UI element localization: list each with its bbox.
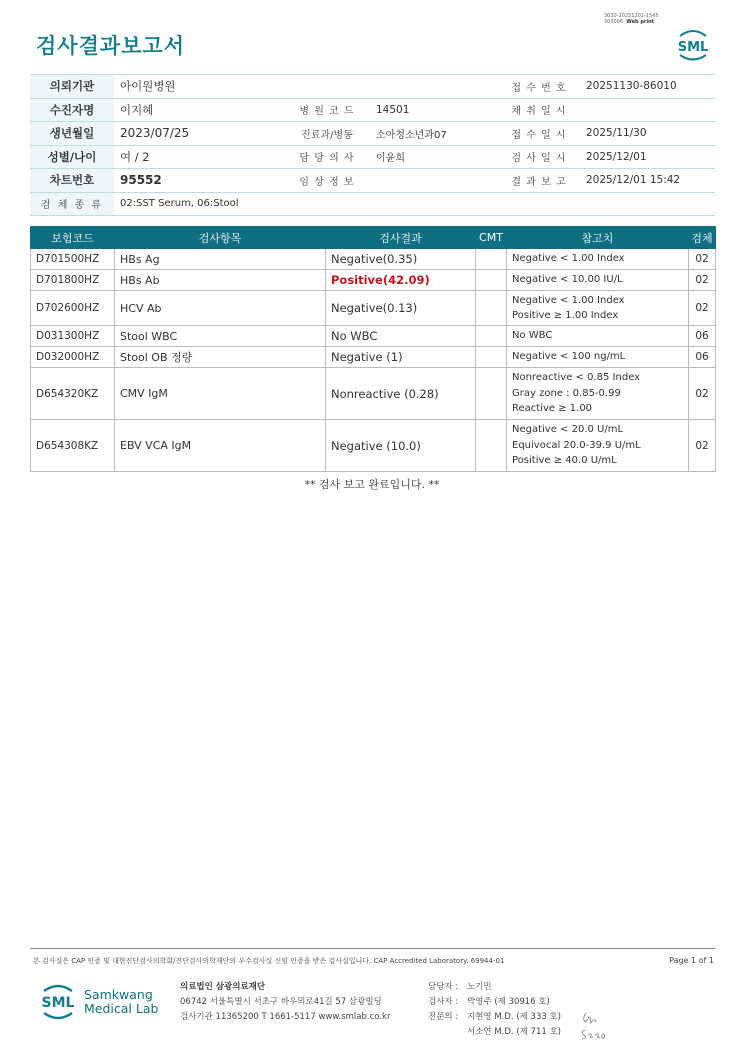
receipt-date-label: 접 수 일 시	[498, 122, 580, 146]
staff-name: 지현영 M.D. (제 333 호)	[467, 1012, 562, 1022]
cmt-cell	[476, 249, 507, 270]
staff-labels	[428, 980, 458, 1040]
org-name: 의료법인 삼광의료재단	[180, 982, 266, 992]
print-meta	[604, 13, 659, 25]
certification-note: 본 검사실은 CAP 인증 및 대한진단검사의학회/진단검사의학재단의 우수검사실 신임 인증을 받은 검사실입니다. CAP Accredited Laboratory. 69944-01	[33, 957, 505, 965]
org-contact: 검사기관 11365200 T 1661-5117 www.smlab.co.kr	[180, 1012, 391, 1022]
specimen-code: 02	[689, 291, 716, 326]
test-item: HBs Ag	[115, 249, 326, 270]
org-address: 06742 서울특별시 서초구 바우뫼로41길 57 삼광빌딩	[180, 997, 382, 1007]
info-row-4	[30, 145, 715, 169]
chart-label: 차트번호	[30, 169, 114, 193]
insurance-code: D701500HZ	[31, 249, 115, 270]
test-result-positive: Positive(42.09)	[326, 270, 476, 291]
reference-range: Negative < 100 ng/mL	[507, 347, 689, 368]
staff-names	[467, 980, 561, 1040]
patient-info-grid	[30, 74, 715, 216]
client-value: 아이원병원	[114, 75, 498, 99]
staff-label: 검사자 :	[428, 997, 459, 1007]
info-row-2	[30, 98, 715, 122]
table-row	[31, 270, 716, 291]
insurance-code: D701800HZ	[31, 270, 115, 291]
page-title: 검사결과보고서	[36, 34, 186, 58]
test-item: HBs Ab	[115, 270, 326, 291]
sml-logo-text: SML	[677, 40, 709, 55]
insurance-code: D654308KZ	[31, 420, 115, 472]
test-item: Stool OB 정량	[115, 347, 326, 368]
cmt-cell	[476, 347, 507, 368]
report-date-label: 결 과 보 고	[498, 169, 580, 193]
col-header-ref: 참고치	[507, 227, 689, 249]
info-row-5	[30, 169, 715, 193]
sex-age-value: 여 / 2	[114, 145, 284, 169]
dept-value: 소아청소년과07	[370, 122, 498, 146]
specimen-code: 02	[689, 420, 716, 472]
test-result: Negative(0.13)	[326, 291, 476, 326]
table-row	[31, 347, 716, 368]
info-row-3	[30, 122, 715, 146]
print-meta-line1: 3030-20251201-1545	[604, 13, 659, 19]
staff-label	[428, 1025, 458, 1040]
report-end-note: ** 검사 보고 완료입니다. **	[304, 478, 440, 491]
specimen-label: 검 체 종 류	[30, 192, 114, 216]
print-meta-line2: 303006 Web print	[604, 19, 655, 25]
hospital-code-value: 14501	[370, 98, 498, 122]
report-date-value: 2025/12/01 15:42	[580, 169, 715, 193]
birth-label: 생년월일	[30, 122, 114, 146]
page-number: Page 1 of 1	[669, 956, 714, 965]
test-result: Negative (1)	[326, 347, 476, 368]
clinical-label: 임 상 정 보	[284, 169, 370, 193]
reference-range: Negative < 1.00 Index Positive ≥ 1.00 Index	[507, 291, 689, 326]
collect-date-value	[580, 98, 715, 122]
clinical-value	[370, 169, 498, 193]
col-header-specimen: 검체	[689, 227, 716, 249]
footer-divider	[30, 948, 715, 949]
receipt-no-label: 접 수 번 호	[498, 75, 580, 99]
test-item: CMV IgM	[115, 368, 326, 420]
reference-range: Negative < 1.00 Index	[507, 249, 689, 270]
results-header-row	[31, 227, 716, 249]
table-row	[31, 368, 716, 420]
staff-name: 서소연 M.D. (제 711 호)	[467, 1027, 562, 1037]
doctor-value: 이윤희	[370, 145, 498, 169]
test-date-label: 검 사 일 시	[498, 145, 580, 169]
reference-range: Nonreactive < 0.85 Index Gray zone : 0.85-0.99 Reactive ≥ 1.00	[507, 368, 689, 420]
test-item: Stool WBC	[115, 326, 326, 347]
receipt-date-value: 2025/11/30	[580, 122, 715, 146]
staff-label: 담당자 :	[428, 982, 459, 992]
receipt-no-value: 20251130-86010	[580, 75, 715, 99]
table-row	[31, 249, 716, 270]
staff-name: 노기민	[467, 982, 492, 992]
patient-label: 수진자명	[30, 98, 114, 122]
hospital-code-label: 병 원 코 드	[284, 98, 370, 122]
chart-value: 95552	[114, 169, 284, 193]
test-result: Nonreactive (0.28)	[326, 368, 476, 420]
info-row-6	[30, 192, 715, 216]
sml-footer-logo-icon	[36, 978, 80, 1024]
cmt-cell	[476, 326, 507, 347]
staff-name: 박영주 (제 30916 호)	[467, 997, 550, 1007]
col-header-code: 보험코드	[31, 227, 115, 249]
dept-label: 진료과/병동	[284, 122, 370, 146]
test-result: Negative(0.35)	[326, 249, 476, 270]
sml-logo-icon	[672, 24, 714, 64]
cmt-cell	[476, 291, 507, 326]
cmt-cell	[476, 368, 507, 420]
organization-info	[180, 980, 390, 1025]
col-header-result: 검사결과	[326, 227, 476, 249]
cmt-cell	[476, 420, 507, 472]
info-row-1	[30, 75, 715, 99]
cmt-cell	[476, 270, 507, 291]
insurance-code: D702600HZ	[31, 291, 115, 326]
test-date-value: 2025/12/01	[580, 145, 715, 169]
reference-range: No WBC	[507, 326, 689, 347]
test-item: HCV Ab	[115, 291, 326, 326]
doctor-label: 담 당 의 사	[284, 145, 370, 169]
test-result: Negative (10.0)	[326, 420, 476, 472]
sml-footer-logo-text: SML	[41, 995, 75, 1011]
specimen-code: 02	[689, 270, 716, 291]
results-table	[30, 226, 716, 472]
reference-range: Negative < 10.00 IU/L	[507, 270, 689, 291]
col-header-cmt: CMT	[476, 227, 507, 249]
sex-age-label: 성별/나이	[30, 145, 114, 169]
birth-value: 2023/07/25	[114, 122, 284, 146]
client-label: 의뢰기관	[30, 75, 114, 99]
insurance-code: D031300HZ	[31, 326, 115, 347]
specimen-code: 06	[689, 347, 716, 368]
patient-value: 이지혜	[114, 98, 284, 122]
col-header-item: 검사항목	[115, 227, 326, 249]
test-result: No WBC	[326, 326, 476, 347]
insurance-code: D032000HZ	[31, 347, 115, 368]
insurance-code: D654320KZ	[31, 368, 115, 420]
test-item: EBV VCA IgM	[115, 420, 326, 472]
specimen-value: 02:SST Serum, 06:Stool	[114, 192, 715, 216]
brand-name: Samkwang Medical Lab	[84, 987, 159, 1016]
specimen-code: 02	[689, 368, 716, 420]
staff-label: 전문의 :	[428, 1012, 459, 1022]
specimen-code: 06	[689, 326, 716, 347]
table-row	[31, 326, 716, 347]
signature-image	[576, 1008, 610, 1042]
specimen-code: 02	[689, 249, 716, 270]
collect-date-label: 채 취 일 시	[498, 98, 580, 122]
table-row	[31, 420, 716, 472]
table-row	[31, 291, 716, 326]
reference-range: Negative < 20.0 U/mL Equivocal 20.0-39.9 U/mL Positive ≥ 40.0 U/mL	[507, 420, 689, 472]
